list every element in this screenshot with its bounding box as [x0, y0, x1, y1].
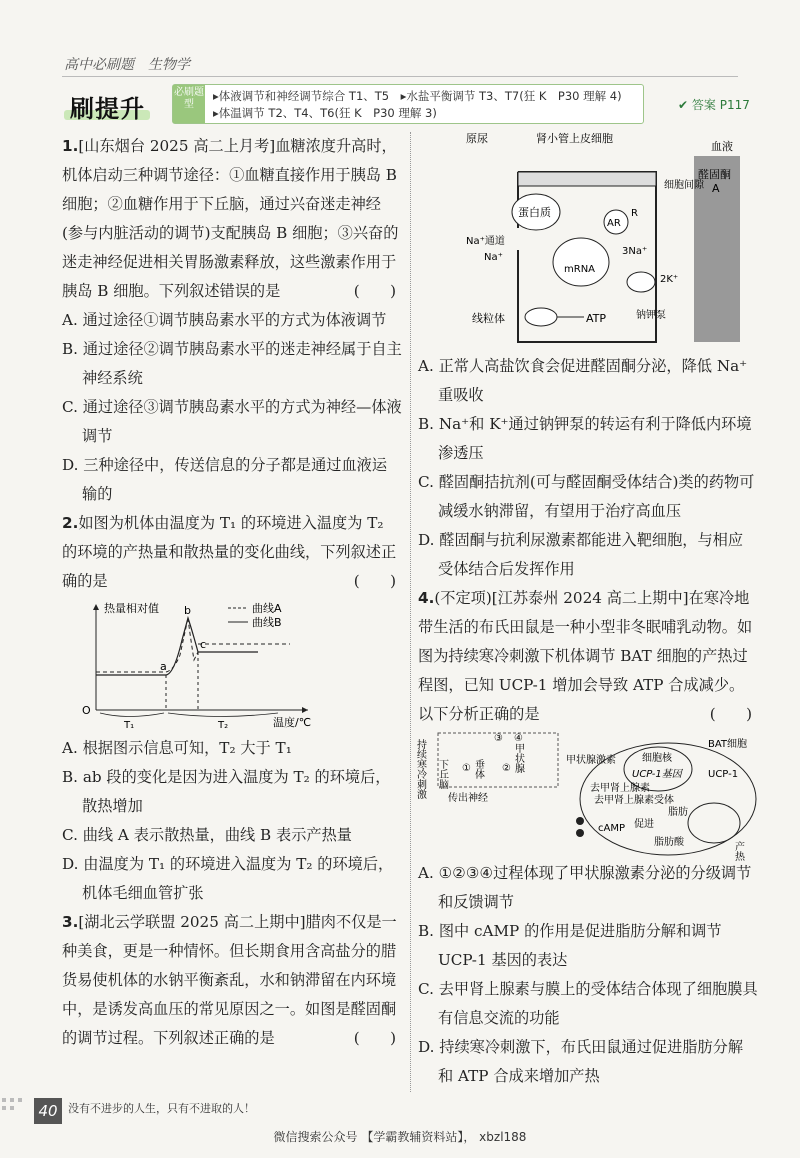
q4-stem: [418, 584, 758, 729]
q4-bat-figure: [414, 729, 758, 861]
cell-label: 肾小管上皮细胞: [536, 132, 613, 145]
q4-answer-blank: ( ): [709, 705, 752, 723]
mito-label: 线粒体: [472, 312, 505, 325]
atp-label: ATP: [586, 312, 607, 325]
q1-number: 1.: [62, 137, 79, 155]
q3-option-c: C. 醛固酮拮抗剂(可与醛固酮受体结合)类的药物可减缓水钠滞留，有望用于治疗高血压: [418, 473, 755, 520]
gene-label: UCP-1基因: [632, 769, 682, 780]
urine-label: 原尿: [466, 132, 488, 145]
promote-label: 促进: [634, 819, 654, 830]
step-2: ②: [502, 763, 511, 774]
q1-option-c: C. 通过途径③调节胰岛素水平的方式为神经—体液调节: [62, 398, 402, 445]
q4-option-d: D. 持续寒冷刺激下，布氏田鼠通过促进脂肪分解和 ATP 合成来增加产热: [418, 1038, 744, 1085]
q2-answer-blank: ( ): [353, 572, 396, 590]
step-4: ④: [514, 733, 523, 744]
q3-option-b: B. Na⁺和 K⁺通过钠钾泵的转运有利于降低内环境渗透压: [418, 415, 752, 462]
section-badge: [64, 86, 150, 122]
x-arrow-icon: [302, 707, 308, 713]
q4-number: 4.: [418, 589, 435, 607]
camp-label: cAMP: [598, 823, 625, 834]
aldosterone-label: 醛固酮: [698, 168, 731, 181]
types-tag: 必刷题型: [173, 85, 205, 123]
corner-dots: [0, 1096, 30, 1126]
q3-number: 3.: [62, 913, 79, 931]
na3-label: 3Na⁺: [622, 246, 648, 257]
page-number: 40: [34, 1098, 62, 1124]
q4-text: (不定项)[江苏泰州 2024 高二上期中]在寒冷地带生活的布氏田鼠是一种小型非冬眠哺乳动物。如图为持续寒冷刺激下机体调节 BAT 细胞的产热过程图，已知 UCP-1 增加会导致 ATP 合成减少。以下分析正确的是: [418, 589, 753, 723]
q2-option-c: C. 曲线 A 表示散热量，曲线 B 表示产热量: [62, 826, 352, 844]
gap-label: 细胞间隙: [664, 180, 704, 191]
question-types-box: [172, 84, 644, 124]
q1-answer-blank: ( ): [353, 282, 396, 300]
na-label: Na⁺: [484, 252, 503, 263]
k2-label: 2K⁺: [660, 274, 679, 285]
q1-option-b: B. 通过途径②调节胰岛素水平的迷走神经属于自主神经系统: [62, 340, 402, 387]
blood-label: 血液: [711, 140, 733, 153]
mitochondrion-icon: [688, 803, 740, 843]
types-line-2: ▸体温调节 T2、T4、T6(狂 K P30 理解 3): [213, 106, 437, 120]
right-column: [414, 132, 758, 1091]
q4-option-b: B. 图中 cAMP 的作用是促进脂肪分解和调节 UCP-1 基因的表达: [418, 922, 722, 969]
na-channel-label: Na⁺通道: [466, 236, 505, 247]
q3-text: [湖北云学联盟 2025 高二上期中]腊肉不仅是一种美食，更是一种情怀。但长期食用含高盐分的腊货易使机体的水钠平衡紊乱，水和钠滞留在内环境中，是诱发高血压的常见原因之一。如图是醛固酮的调节过程。下列叙述正确的是: [62, 913, 397, 1047]
footer-watermark: 微信搜索公众号 【学霸教辅资料站】， xbzl188: [273, 1130, 527, 1144]
badge-label: 刷提升: [70, 95, 145, 123]
q3-answer-blank: ( ): [353, 1029, 396, 1047]
ne-label: 去甲肾上腺素: [590, 783, 650, 794]
legend-b-label: 曲线B: [252, 616, 282, 629]
aldosterone-a-label: A: [712, 182, 720, 195]
pump-label: 钠钾泵: [636, 310, 666, 321]
q3-aldosterone-figure: [426, 132, 746, 352]
t1-brace: [100, 713, 164, 717]
receptor-dot-icon: [576, 829, 584, 837]
hypothalamus-label: 下丘脑: [436, 759, 448, 789]
stim-label: 持续寒冷刺激: [414, 739, 426, 799]
q2-option-d: D. 由温度为 T₁ 的环境进入温度为 T₂ 的环境后，机体毛细血管扩张: [62, 855, 394, 902]
q2-heat-curve-figure: [78, 600, 318, 730]
point-a: a: [160, 660, 167, 673]
point-b: b: [184, 604, 191, 617]
nucleus: [553, 238, 609, 286]
answer-reference: [678, 96, 750, 113]
bat-label: BAT细胞: [708, 739, 748, 750]
check-icon: ✔: [678, 98, 689, 112]
types-line-1: ▸体液调节和神经调节综合 T1、T5 ▸水盐平衡调节 T3、T7(狂 K P30 理解 4): [213, 89, 622, 103]
nerve-label: 传出神经: [448, 793, 488, 804]
ne-receptor-label: 去甲肾上腺素受体: [594, 795, 674, 806]
q2-option-a: A. 根据图示信息可知，T₂ 大于 T₁: [62, 739, 292, 757]
header-rule: [62, 76, 738, 77]
curve-b: [96, 618, 258, 675]
y-arrow-icon: [93, 604, 99, 610]
t2-label: T₂: [218, 720, 229, 731]
origin-label: O: [82, 704, 91, 717]
point-c: c: [200, 638, 207, 651]
q3-stem: [62, 908, 402, 1053]
heat-label: 产热: [732, 841, 744, 861]
t1-label: T₁: [124, 720, 135, 731]
answer-reference-text: 答案 P117: [691, 98, 750, 112]
pump-shape: [627, 272, 655, 292]
protein-label: 蛋白质: [518, 206, 551, 219]
fat-label: 脂肪: [668, 807, 688, 818]
r-label: R: [631, 208, 638, 219]
q1-stem: [62, 132, 402, 306]
pituitary-label: 垂体: [472, 759, 484, 779]
receptor-dot-icon: [576, 817, 584, 825]
ucp-label: UCP-1: [708, 769, 739, 780]
step-1: ①: [462, 763, 471, 774]
mitochondrion-icon: [525, 308, 557, 326]
q2-text: 如图为机体由温度为 T₁ 的环境进入温度为 T₂ 的环境的产热量和散热量的变化曲线，下列叙述正确的是: [62, 514, 397, 590]
th-label: 甲状腺激素: [566, 755, 616, 766]
x-axis-label: 温度/℃: [273, 716, 312, 729]
running-header: 高中必刷题 生物学: [64, 57, 190, 73]
legend-a-label: 曲线A: [252, 602, 282, 615]
q1-text: [山东烟台 2025 高二上月考]血糖浓度升高时，机体启动三种调节途径：①血糖直接作用于胰岛 B 细胞；②血糖作用于下丘脑，通过兴奋迷走神经(参与内脏活动的调节)支配胰岛 B 细胞；③兴奋的迷走神经促进相关胃肠激素释放，这些激素作用于胰岛 B 细胞。下列叙述错误的是: [62, 137, 399, 300]
q2-option-b: B. ab 段的变化是因为进入温度为 T₂ 的环境后，散热增加: [62, 768, 391, 815]
q2-stem: [62, 509, 402, 596]
q3-option-a: A. 正常人高盐饮食会促进醛固酮分泌，降低 Na⁺重吸收: [418, 357, 748, 404]
q4-option-c: C. 去甲肾上腺素与膜上的受体结合体现了细胞膜具有信息交流的功能: [418, 980, 758, 1027]
left-column: [62, 132, 402, 1053]
q2-number: 2.: [62, 514, 79, 532]
fatty-acid-label: 脂肪酸: [654, 837, 684, 848]
footer-motto: 没有不进步的人生，只有不进取的人！: [68, 1102, 255, 1115]
q4-option-a: A. ①②③④过程体现了甲状腺激素分泌的分级调节和反馈调节: [418, 864, 752, 911]
step-3: ③: [494, 733, 503, 744]
thyroid-label: 甲状腺: [512, 743, 524, 773]
cell-top: [518, 172, 656, 186]
column-divider: [410, 132, 411, 1092]
mrna-label: mRNA: [564, 264, 596, 275]
q3-option-d: D. 醛固酮与抗利尿激素都能进入靶细胞，与相应受体结合后发挥作用: [418, 531, 744, 578]
q1-option-d: D. 三种途径中，传送信息的分子都是通过血液运输的: [62, 456, 388, 503]
t2-brace: [168, 713, 278, 717]
y-axis-label: 热量相对值: [104, 602, 159, 615]
nucleus-label: 细胞核: [642, 753, 672, 764]
q1-option-a: A. 通过途径①调节胰岛素水平的方式为体液调节: [62, 311, 387, 329]
ar-label: AR: [607, 218, 621, 229]
